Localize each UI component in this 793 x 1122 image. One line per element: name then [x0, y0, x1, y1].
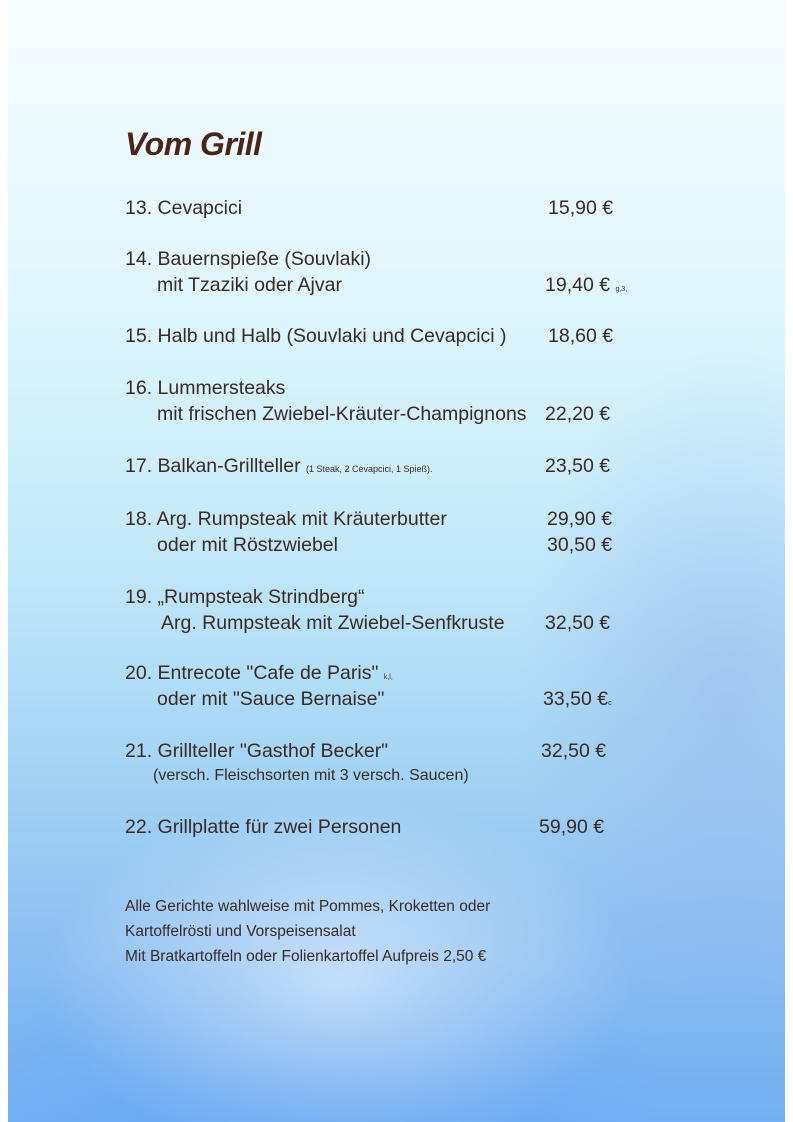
section-title: Vom Grill	[125, 126, 262, 162]
menu-item-18-price: 29,90 €	[547, 508, 613, 530]
menu-item-17-note: (1 Steak, 2 Cevapcici, 1 Spieß).	[306, 464, 433, 474]
menu-item-18-price-alt: 30,50 €	[547, 534, 613, 556]
menu-item-17-price: 23,50 €	[545, 455, 611, 477]
menu-item-20-desc: oder mit "Sauce Bernaise"	[157, 688, 385, 710]
menu-item-17-name: 17. Balkan-Grillteller	[125, 455, 301, 477]
menu-item-19-price: 32,50 €	[545, 612, 611, 634]
menu-item-20-price-wrap	[543, 688, 612, 711]
menu-item-20-name-wrap	[125, 662, 393, 685]
menu-item-16-price: 22,20 €	[545, 403, 611, 425]
menu-item-15-name: 15. Halb und Halb (Souvlaki und Cevapcici )	[125, 325, 507, 347]
menu-item-15-price: 18,60 €	[548, 325, 614, 347]
footer-note-line-3: Mit Bratkartoffeln oder Folienkartoffel Aufpreis 2,50 €	[125, 948, 487, 965]
menu-item-21-name: 21. Grillteller "Gasthof Becker"	[125, 740, 389, 762]
menu-item-13-name: 13. Cevapcici	[125, 197, 243, 219]
menu-item-18-name: 18. Arg. Rumpsteak mit Kräuterbutter	[125, 508, 447, 530]
menu-item-14-price-wrap	[545, 274, 627, 297]
menu-item-20-price-note: c	[608, 700, 612, 707]
menu-item-22-price: 59,90 €	[539, 816, 605, 838]
menu-item-21-price: 32,50 €	[541, 740, 607, 762]
menu-item-18-desc: oder mit Röstzwiebel	[157, 534, 338, 556]
menu-item-19-desc: Arg. Rumpsteak mit Zwiebel-Senfkruste	[161, 612, 505, 634]
menu-item-14-name: 14. Bauernspieße (Souvlaki)	[125, 248, 372, 270]
menu-item-14-price: 19,40 €	[545, 274, 611, 296]
menu-item-16-desc: mit frischen Zwiebel-Kräuter-Champignons	[157, 403, 527, 425]
menu-item-16-name: 16. Lummersteaks	[125, 377, 286, 399]
menu-item-20-price: 33,50 €	[543, 688, 609, 710]
menu-item-21-desc: (versch. Fleischsorten mit 3 versch. Saucen)	[153, 767, 469, 784]
menu-item-17-name-wrap	[125, 455, 433, 478]
menu-item-14-allergen-note: g,3,	[615, 286, 628, 293]
menu-item-20-name: 20. Entrecote "Cafe de Paris"	[125, 662, 379, 684]
footer-note-line-1: Alle Gerichte wahlweise mit Pommes, Kroketten oder	[125, 898, 491, 915]
menu-item-13-price: 15,90 €	[548, 197, 614, 219]
menu-item-19-name: 19. „Rumpsteak Strindberg“	[125, 586, 365, 608]
footer-note-line-2: Kartoffelrösti und Vorspeisensalat	[125, 923, 356, 940]
menu-page	[8, 0, 785, 1122]
menu-item-20-allergen-note: k,l,	[383, 674, 393, 681]
menu-item-14-desc: mit Tzaziki oder Ajvar	[157, 274, 342, 296]
menu-item-22-name: 22. Grillplatte für zwei Personen	[125, 816, 402, 838]
